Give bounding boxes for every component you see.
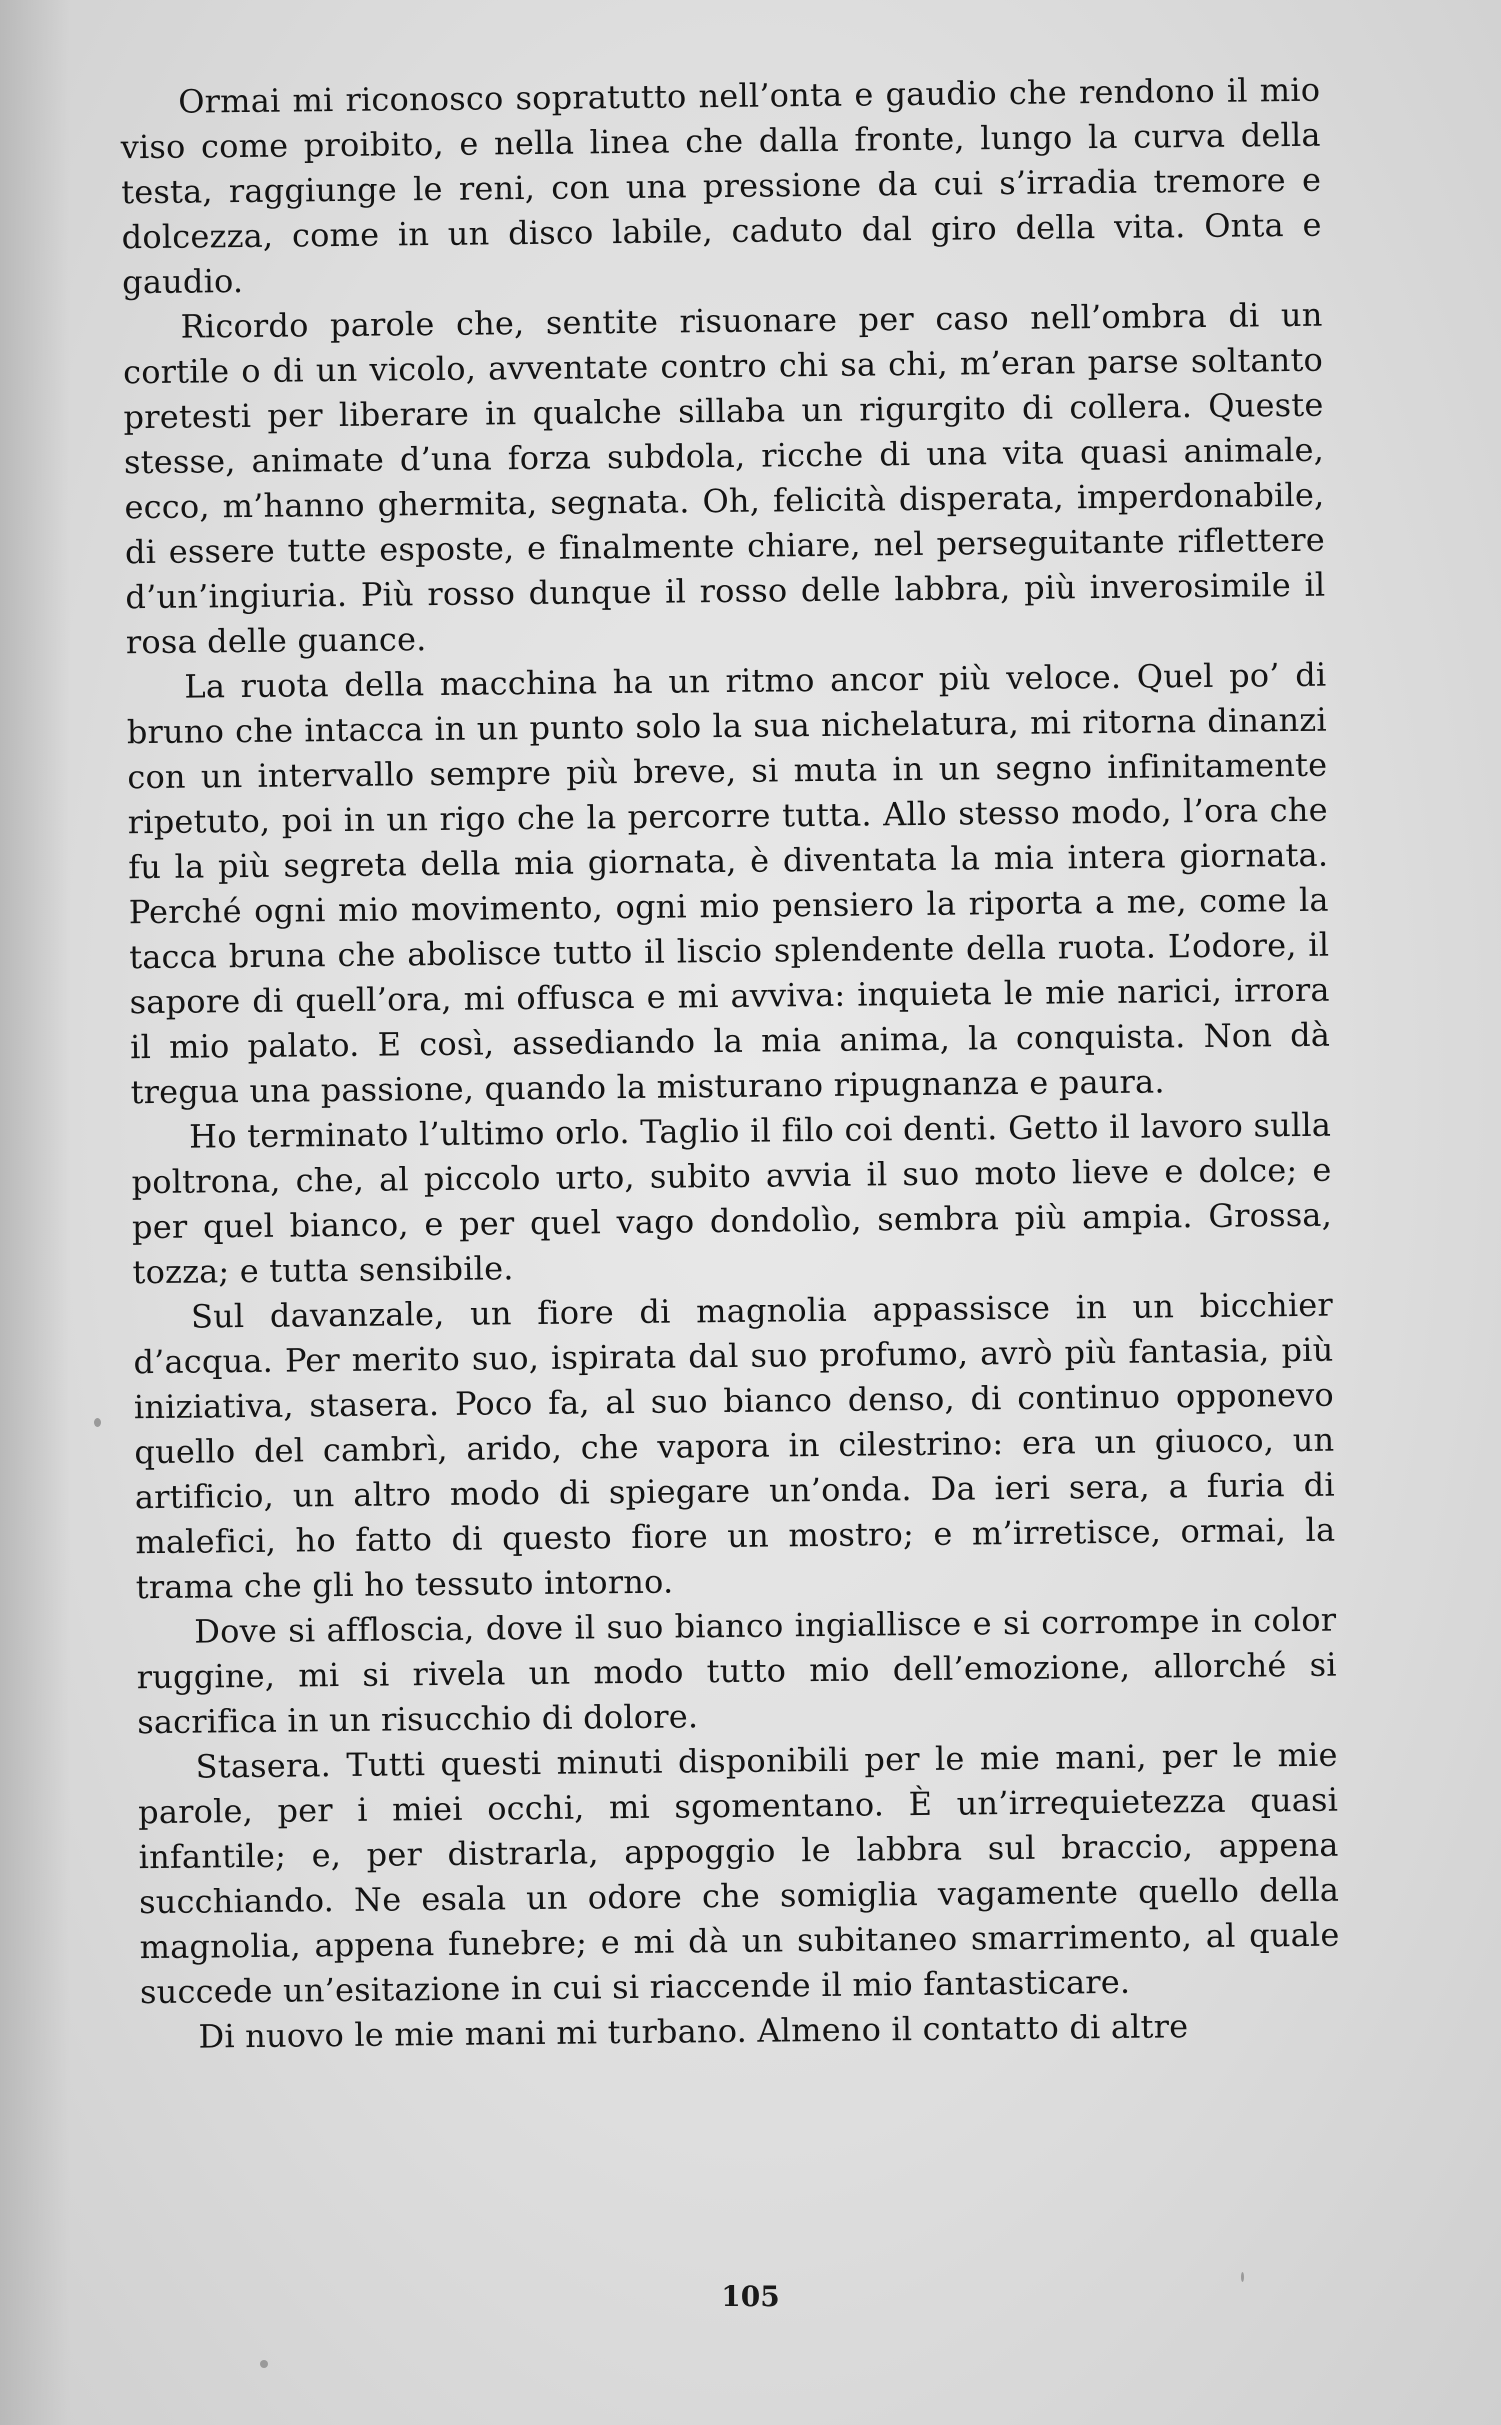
page-number: 105 <box>721 2280 780 2313</box>
paragraph: Ormai mi riconosco sopratutto nell’onta e gaudio che rendono il mio viso come proibito, e nella linea che dalla fronte, lungo la curva della testa, raggiunge le reni, con una pressione da cui s’irradia tremore e dolcezza, come in un disco labile, caduto dal giro della vita. Onta e gaudio. <box>120 70 1322 302</box>
paper-speck <box>94 1418 101 1427</box>
body-text <box>120 68 1341 2060</box>
paragraph: La ruota della macchina ha un ritmo ancor più veloce. Quel po’ di bruno che intacca in un punto solo la sua nichelatura, mi ritorna dinanzi con un intervallo sempre più breve, si muta in un segno infinitamente ripetuto, poi in un rigo che la percorre tutta. Allo stesso modo, l’ora che fu la più segreta della mia giornata, è diventata la mia intera giornata. Perché ogni mio movimento, ogni mio pensiero la riporta a me, come la tacca bruna che abolisce tutto il liscio splendente della ruota. L’odore, il sapore di quell’ora, mi offusca e mi avviva: inquieta le mie narici, irrora il mio palato. E così, assediando la mia anima, la conquista. Non dà tregua una passione, quando la misturano ripugnanza e paura. <box>126 655 1331 1112</box>
paragraph: Sul davanzale, un fiore di magnolia appassisce in un bicchier d’acqua. Per merito suo, ispirata dal suo profumo, avrò più fantasia, più iniziativa, stasera. Poco fa, al suo bianco denso, di continuo opponevo quello del cambrì, arido, che vapora in cilestrino: era un giuoco, un artificio, un altro modo di spiegare un’onda. Da ieri sera, a furia di malefici, ho fatto di questo fiore un mostro; e m’irretisce, ormai, la trama che gli ho tessuto intorno. <box>133 1285 1336 1607</box>
paper-speck <box>1241 2272 1244 2282</box>
paper-speck <box>260 2360 268 2368</box>
paragraph: Dove si affloscia, dove il suo bianco ingiallisce e si corrompe in color ruggine, mi si rivela un modo tutto mio dell’emozione, allorché si sacrifica in un risucchio di dolore. <box>136 1600 1337 1742</box>
paragraph: Stasera. Tutti questi minuti disponibili per le mie mani, per le mie parole, per i miei occhi, mi sgomentano. È un’irrequietezza quasi infantile; e, per distrarla, appoggio le labbra sul braccio, appena succhiando. Ne esala un odore che somiglia vagamente quello della magnolia, appena funebre; e mi dà un subitaneo smarrimento, al quale succede un’esitazione in cui si riaccende il mio fantasticare. <box>137 1735 1340 2012</box>
paragraph: Ho terminato l’ultimo orlo. Taglio il filo coi denti. Getto il lavoro sulla poltrona, che, al piccolo urto, subito avvia il suo moto lieve e dolce; e per quel bianco, e per quel vago dondolìo, sembra più ampia. Grossa, tozza; e tutta sensibile. <box>131 1105 1333 1292</box>
page-edge-shadow <box>0 0 70 2425</box>
paragraph-continued: Di nuovo le mie mani mi turbano. Almeno il contatto di altre <box>198 2007 1189 2056</box>
paragraph: Ricordo parole che, sentite risuonare per caso nell’ombra di un cortile o di un vicolo, avventate contro chi sa chi, m’eran parse soltanto pretesti per liberare in qualche sillaba un rigurgito di collera. Queste stesse, animate d’una forza subdola, ricche di una vita quasi animale, ecco, m’hanno ghermita, segnata. Oh, felicità disperata, imperdonabile, di essere tutte esposte, e finalmente chiare, nel perseguitante riflettere d’un’ingiuria. Più rosso dunque il rosso delle labbra, più inverosimile il rosa delle guance. <box>122 295 1326 662</box>
